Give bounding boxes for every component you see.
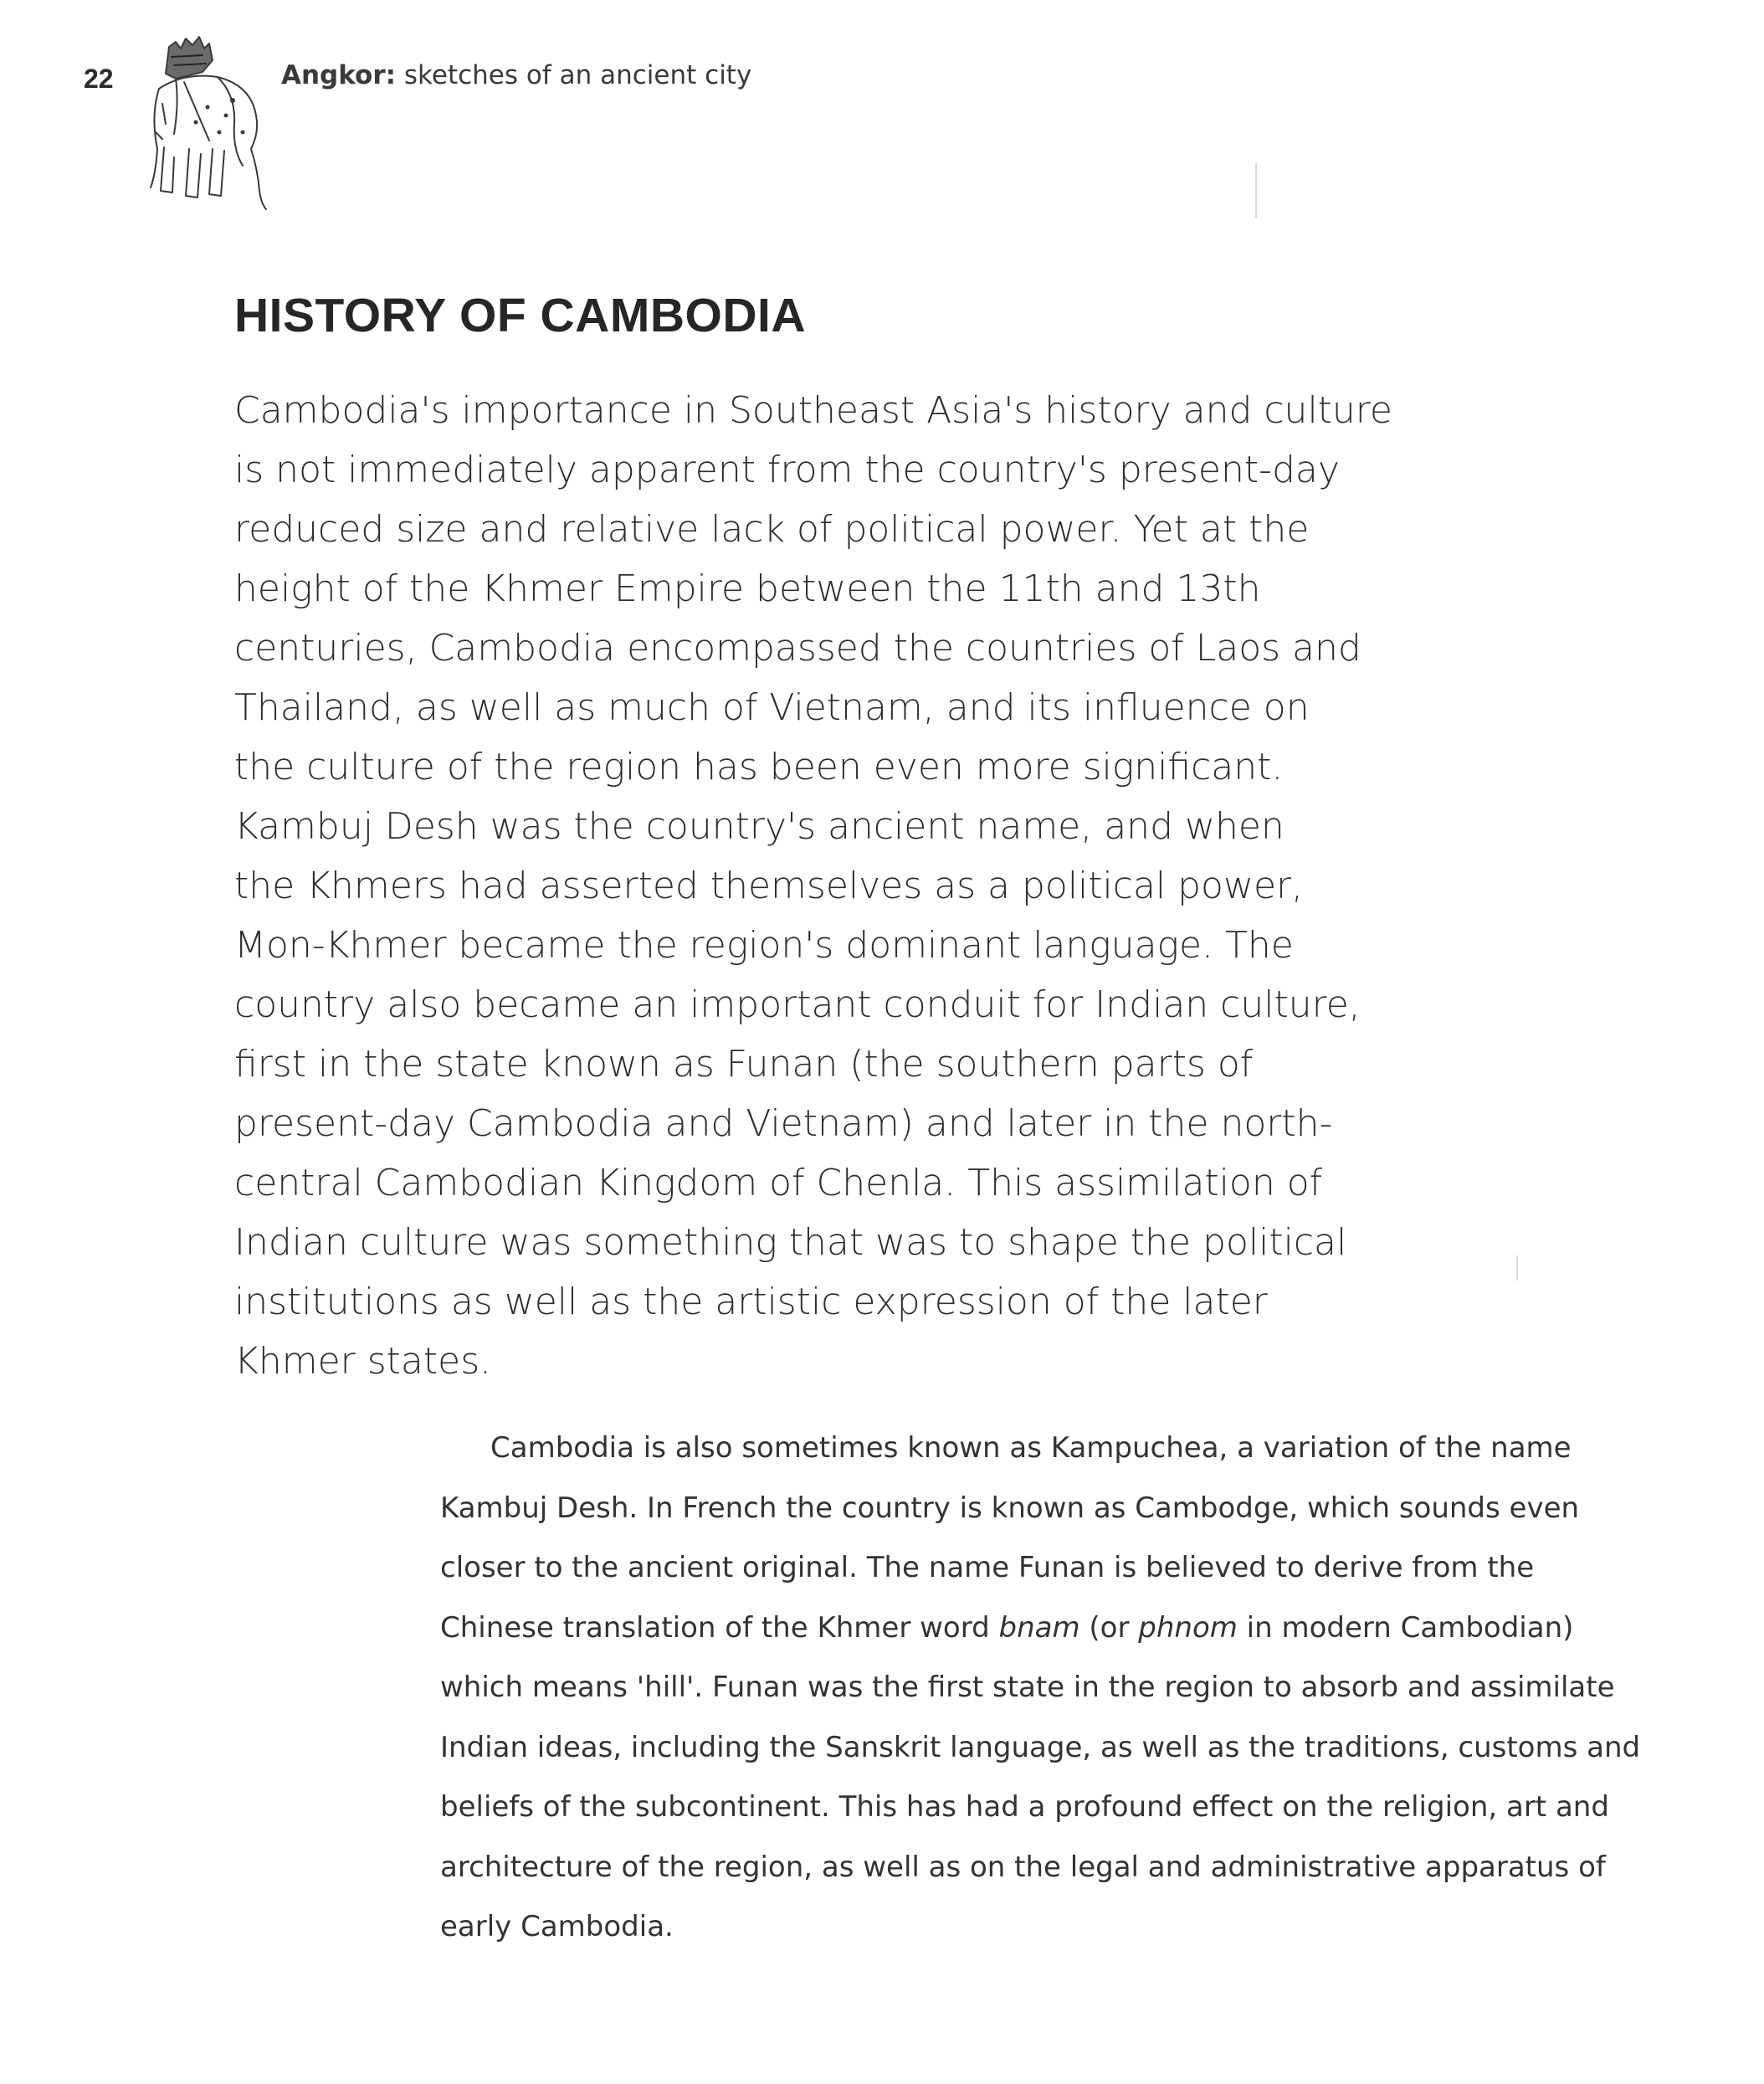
note-line: Kambuj Desh. In French the country is known as Cambodge, which sounds even	[440, 1491, 1580, 1525]
body-line: country also became an important conduit for Indian culture,	[234, 983, 1361, 1026]
running-head-title: Angkor:	[281, 60, 397, 90]
note-line: Cambodia is also sometimes known as Kampuchea, a variation of the name	[490, 1431, 1572, 1465]
note-line: which means 'hill'. Funan was the first state in the region to absorb and assimilate	[440, 1671, 1615, 1704]
note-text: (or	[1079, 1610, 1139, 1645]
body-line: first in the state known as Funan (the southern parts of	[234, 1043, 1254, 1086]
note-line	[440, 1599, 1574, 1659]
body-line: Thailand, as well as much of Vietnam, and its influence on	[234, 686, 1310, 729]
body-line: the culture of the region has been even more significant.	[234, 746, 1284, 788]
main-body-text	[234, 381, 1393, 1391]
body-line: height of the Khmer Empire between the 11th and 13th	[234, 567, 1261, 610]
khmer-term-bnam: bnam	[998, 1610, 1080, 1645]
body-line: the Khmers had asserted themselves as a political power,	[234, 865, 1304, 907]
note-line: beliefs of the subcontinent. This has had a profound effect on the religion, art and	[440, 1790, 1609, 1824]
body-line: Mon-Khmer became the region's dominant language. The	[234, 924, 1294, 967]
note-line: Indian ideas, including the Sanskrit language, as well as the traditions, customs and	[440, 1730, 1641, 1764]
body-line: Cambodia's importance in Southeast Asia's history and culture	[234, 389, 1393, 432]
sidebar-note	[440, 1419, 1641, 1958]
body-line: present-day Cambodia and Vietnam) and later in the north-	[234, 1102, 1333, 1145]
page-number: 22	[84, 64, 114, 94]
note-text: in modern Cambodian)	[1237, 1610, 1574, 1645]
body-line: central Cambodian Kingdom of Chenla. This assimilation of	[234, 1162, 1323, 1204]
body-line: Kambuj Desh was the country's ancient name, and when	[234, 805, 1285, 848]
running-head	[281, 60, 751, 90]
running-head-subtitle: sketches of an ancient city	[403, 60, 752, 90]
section-heading: HISTORY OF CAMBODIA	[234, 289, 806, 342]
elephant-with-howdah-icon	[126, 23, 268, 224]
note-line: closer to the ancient original. The name Funan is believed to derive from the	[440, 1551, 1535, 1584]
body-line: institutions as well as the artistic expression of the later	[234, 1281, 1268, 1323]
body-line: is not immediately apparent from the country's present-day	[234, 449, 1340, 491]
khmer-term-phnom: phnom	[1138, 1610, 1238, 1645]
note-line: early Cambodia.	[440, 1910, 674, 1943]
body-line: centuries, Cambodia encompassed the countries of Laos and	[234, 627, 1361, 670]
body-line: reduced size and relative lack of political power. Yet at the	[234, 508, 1310, 551]
scan-artifact	[1255, 163, 1257, 218]
body-line: Indian culture was something that was to shape the political	[234, 1221, 1347, 1264]
scan-artifact	[1516, 1255, 1518, 1281]
body-line: Khmer states.	[234, 1340, 492, 1383]
note-text: Chinese translation of the Khmer word	[440, 1610, 999, 1645]
note-line: architecture of the region, as well as on the legal and administrative apparatus of	[440, 1850, 1606, 1884]
